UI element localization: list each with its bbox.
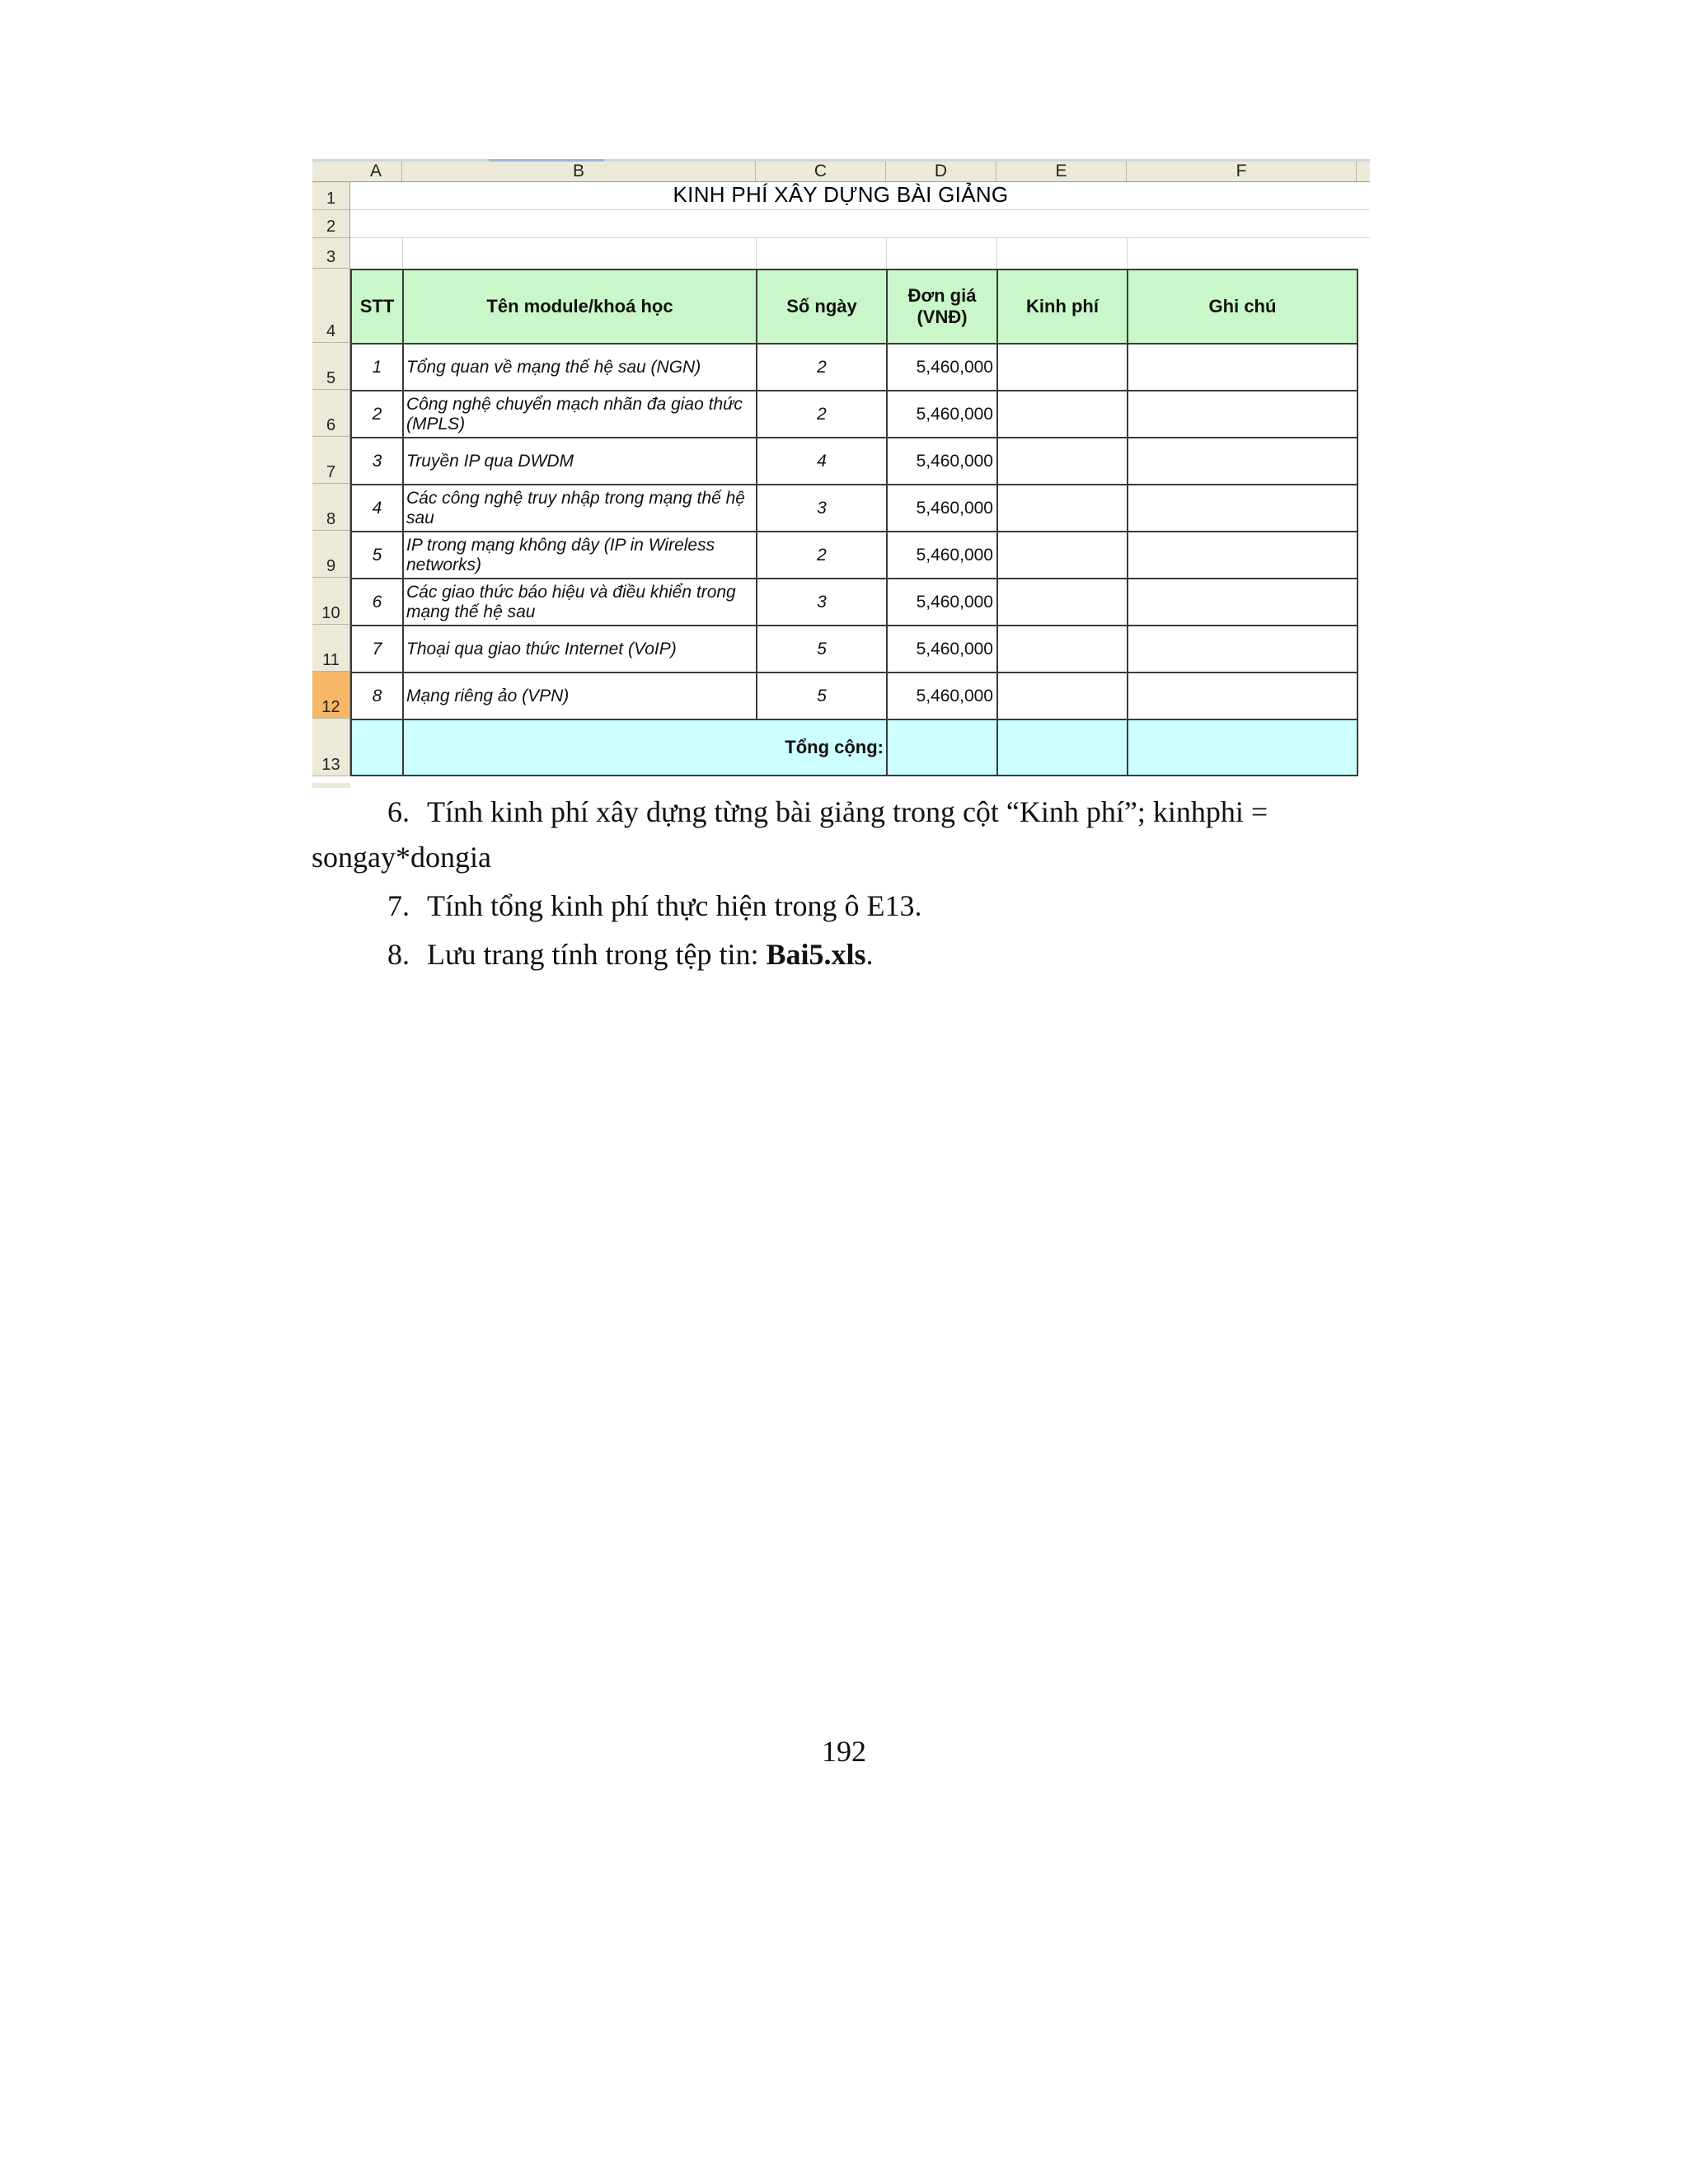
table-total-row xyxy=(351,719,1357,776)
cell-stt[interactable]: 3 xyxy=(351,438,403,485)
table-row xyxy=(351,344,1357,391)
cell-days[interactable]: 2 xyxy=(757,344,887,391)
cell-name[interactable]: Mạng riêng ảo (VPN) xyxy=(403,673,757,719)
table-row xyxy=(351,532,1357,579)
instruction-text: Tính tổng kinh phí thực hiện trong ô E13. xyxy=(427,889,922,922)
header-price-line2: (VNĐ) xyxy=(917,307,968,327)
cell-days[interactable]: 3 xyxy=(757,579,887,626)
cell-price[interactable]: 5,460,000 xyxy=(887,673,997,719)
spreadsheet-screenshot xyxy=(312,159,1370,788)
page-number: 192 xyxy=(822,1735,866,1768)
cell-days[interactable]: 2 xyxy=(757,391,887,438)
cell-name[interactable]: Truyền IP qua DWDM xyxy=(403,438,757,485)
cell-note[interactable] xyxy=(1128,438,1357,485)
gridline xyxy=(886,237,887,269)
instruction-item-8 xyxy=(387,932,873,977)
gridline xyxy=(1127,237,1128,269)
row-header-13[interactable]: 13 xyxy=(312,719,350,776)
instruction-end: . xyxy=(865,938,874,971)
cell-note[interactable] xyxy=(1128,485,1357,532)
cell-cost[interactable] xyxy=(997,344,1128,391)
cell-price[interactable]: 5,460,000 xyxy=(887,485,997,532)
cell-name[interactable]: Tổng quan về mạng thế hệ sau (NGN) xyxy=(403,344,757,391)
cell-price[interactable]: 5,460,000 xyxy=(887,579,997,626)
cell-note[interactable] xyxy=(1128,532,1357,579)
table-row xyxy=(351,391,1357,438)
row-header-partial xyxy=(312,783,350,788)
cell-stt[interactable]: 5 xyxy=(351,532,403,579)
cell-price[interactable]: 5,460,000 xyxy=(887,391,997,438)
item-number: 6. xyxy=(387,795,410,828)
row-header-12[interactable]: 12 xyxy=(312,672,350,719)
column-header-b[interactable]: B xyxy=(402,162,756,181)
row-header-7[interactable]: 7 xyxy=(312,437,350,484)
sheet-title[interactable]: KINH PHÍ XÂY DỰNG BÀI GIẢNG xyxy=(673,182,1009,207)
column-header-f[interactable]: F xyxy=(1127,162,1357,181)
header-cost[interactable]: Kinh phí xyxy=(997,269,1128,344)
cell-cost[interactable] xyxy=(997,485,1128,532)
cell-stt[interactable]: 2 xyxy=(351,391,403,438)
total-label[interactable]: Tổng cộng: xyxy=(403,719,887,776)
gridline xyxy=(402,237,403,269)
column-header-c[interactable]: C xyxy=(756,162,886,181)
instruction-text: Tính kinh phí xây dựng từng bài giảng trong cột “Kinh phí”; kinhphi = xyxy=(427,795,1268,828)
header-name[interactable]: Tên module/khoá học xyxy=(403,269,757,344)
table-row xyxy=(351,579,1357,626)
table-row xyxy=(351,438,1357,485)
gridline xyxy=(350,209,1370,210)
cell-note[interactable] xyxy=(1128,626,1357,673)
cell-stt[interactable]: 4 xyxy=(351,485,403,532)
cell-note[interactable] xyxy=(1128,579,1357,626)
cell-days[interactable]: 5 xyxy=(757,673,887,719)
column-header-d[interactable]: D xyxy=(886,162,996,181)
cell-price[interactable]: 5,460,000 xyxy=(887,344,997,391)
row-header-1[interactable]: 1 xyxy=(312,182,350,210)
cell-note[interactable] xyxy=(1128,673,1357,719)
row-header-8[interactable]: 8 xyxy=(312,484,350,531)
cell-days[interactable]: 2 xyxy=(757,532,887,579)
cell-stt[interactable]: 6 xyxy=(351,579,403,626)
row-header-4[interactable]: 4 xyxy=(312,269,350,343)
cell-note[interactable] xyxy=(1128,344,1357,391)
cell-price[interactable]: 5,460,000 xyxy=(887,626,997,673)
gridline xyxy=(996,237,997,269)
cell-stt[interactable]: 7 xyxy=(351,626,403,673)
cell-cost[interactable] xyxy=(997,673,1128,719)
column-header-e[interactable]: E xyxy=(996,162,1127,181)
cell-stt[interactable]: 8 xyxy=(351,673,403,719)
table-header-row xyxy=(351,269,1357,344)
gridline xyxy=(350,237,1370,238)
cell-name[interactable]: Các công nghệ truy nhập trong mạng thế hệ sau xyxy=(403,485,757,532)
header-price[interactable] xyxy=(887,269,997,344)
cell-days[interactable]: 5 xyxy=(757,626,887,673)
cell-total-price[interactable] xyxy=(887,719,997,776)
header-price-line1: Đơn giá xyxy=(907,285,977,306)
table-row xyxy=(351,673,1357,719)
row-header-11[interactable]: 11 xyxy=(312,625,350,672)
header-stt[interactable]: STT xyxy=(351,269,403,344)
gridline xyxy=(756,237,757,269)
cell-stt[interactable]: 1 xyxy=(351,344,403,391)
row-header-3[interactable]: 3 xyxy=(312,238,350,269)
table-row xyxy=(351,626,1357,673)
budget-table xyxy=(350,269,1358,776)
cell-days[interactable]: 4 xyxy=(757,438,887,485)
row-header-5[interactable]: 5 xyxy=(312,343,350,390)
item-number: 7. xyxy=(387,889,410,922)
cell-name[interactable]: Các giao thức báo hiệu và điều khiển trong mạng thế hệ sau xyxy=(403,579,757,626)
item-number: 8. xyxy=(387,938,410,971)
cell-cost[interactable] xyxy=(997,438,1128,485)
cell-cost[interactable] xyxy=(997,391,1128,438)
cell-cost[interactable] xyxy=(997,579,1128,626)
row-header-10[interactable]: 10 xyxy=(312,578,350,625)
column-header-row xyxy=(312,162,1370,182)
instruction-item-6-continuation: songay*dongia xyxy=(312,841,491,874)
instruction-item-7 xyxy=(387,883,921,928)
cell-total-stt[interactable] xyxy=(351,719,403,776)
cell-cost[interactable] xyxy=(997,532,1128,579)
cell-days[interactable]: 3 xyxy=(757,485,887,532)
cell-name[interactable]: IP trong mạng không dây (IP in Wireless networks) xyxy=(403,532,757,579)
cell-total-cost[interactable] xyxy=(997,719,1128,776)
row-header-6[interactable]: 6 xyxy=(312,390,350,437)
filename: Bai5.xls xyxy=(766,938,866,971)
cell-note[interactable] xyxy=(1128,391,1357,438)
cell-name[interactable]: Thoại qua giao thức Internet (VoIP) xyxy=(403,626,757,673)
header-days[interactable]: Số ngày xyxy=(757,269,887,344)
row-header-2[interactable]: 2 xyxy=(312,210,350,238)
instruction-item-6 xyxy=(387,790,1372,834)
cell-cost[interactable] xyxy=(997,626,1128,673)
header-note[interactable]: Ghi chú xyxy=(1128,269,1357,344)
cell-name[interactable]: Công nghệ chuyển mạch nhãn đa giao thức (MPLS) xyxy=(403,391,757,438)
column-header-a[interactable]: A xyxy=(350,162,402,181)
instruction-text: Lưu trang tính trong tệp tin: xyxy=(427,938,767,971)
cell-price[interactable]: 5,460,000 xyxy=(887,438,997,485)
row-header-9[interactable]: 9 xyxy=(312,531,350,578)
cell-price[interactable]: 5,460,000 xyxy=(887,532,997,579)
cell-total-note[interactable] xyxy=(1128,719,1357,776)
table-row xyxy=(351,485,1357,532)
